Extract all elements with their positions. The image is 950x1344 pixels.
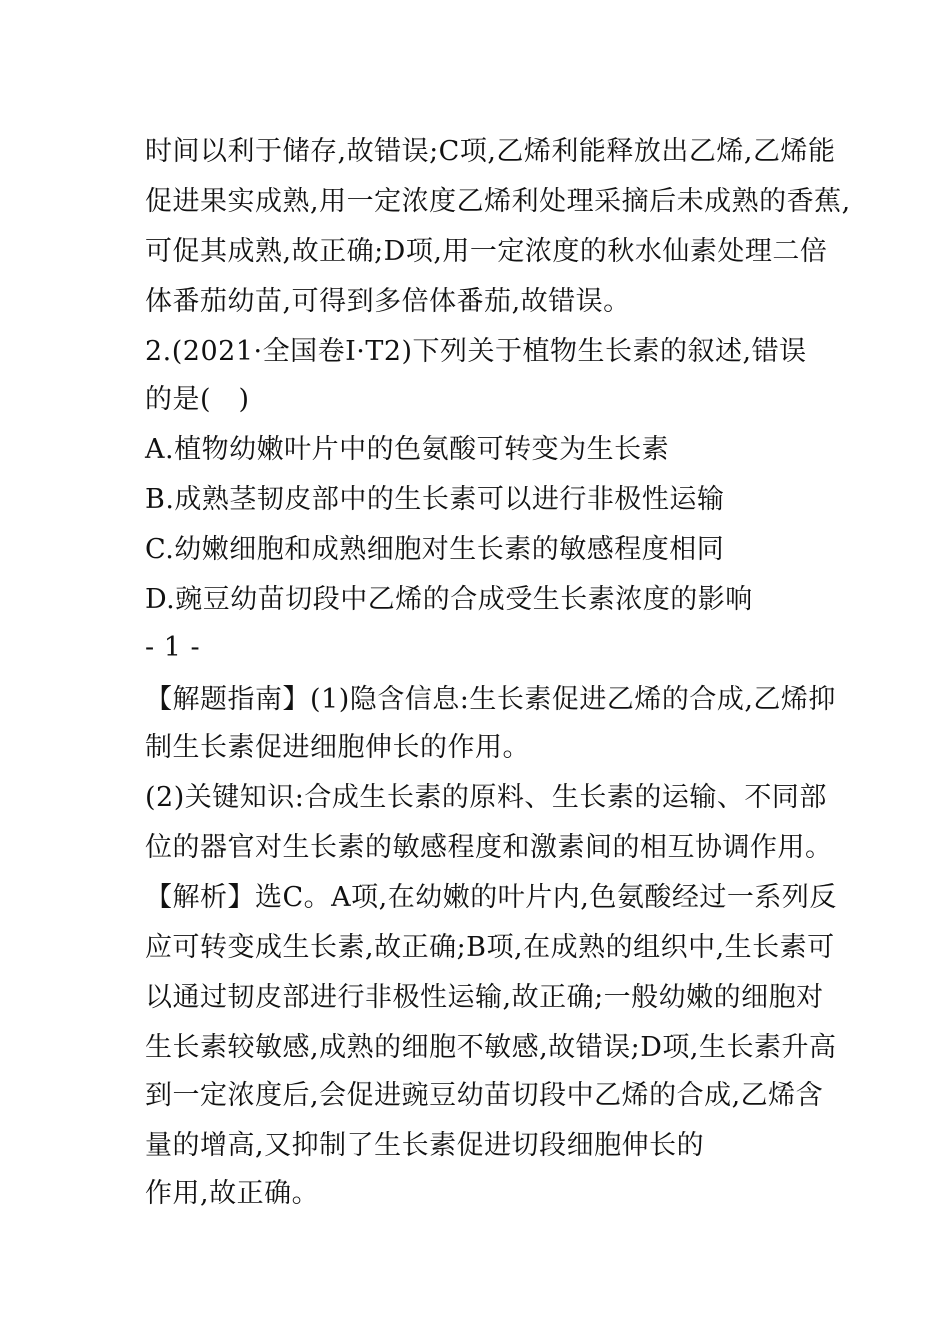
page-number: - 1 - (145, 632, 201, 663)
option-d: D.豌豆幼苗切段中乙烯的合成受生长素浓度的影响 (145, 584, 753, 615)
hint-heading: 【解题指南】(1)隐含信息:生长素促进乙烯的合成,乙烯抑 (145, 684, 836, 715)
text-line: 时间以利于储存,故错误;C项,乙烯利能释放出乙烯,乙烯能 (145, 136, 836, 167)
analysis-heading: 【解析】选C。A项,在幼嫩的叶片内,色氨酸经过一系列反 (145, 882, 837, 913)
text-line: 可促其成熟,故正确;D项,用一定浓度的秋水仙素处理二倍 (145, 236, 828, 267)
text-line: 量的增高,又抑制了生长素促进切段细胞伸长的 (145, 1130, 705, 1161)
text-line: 作用,故正确。 (145, 1178, 320, 1209)
text-line: 促进果实成熟,用一定浓度乙烯利处理采摘后未成熟的香蕉, (145, 186, 851, 217)
text-line: 生长素较敏感,成熟的细胞不敏感,故错误;D项,生长素升高 (145, 1032, 837, 1063)
question-stem: 的是( ) (145, 384, 250, 415)
text-line: 以通过韧皮部进行非极性运输,故正确;一般幼嫩的细胞对 (145, 982, 824, 1013)
text-line: 位的器官对生长素的敏感程度和激素间的相互协调作用。 (145, 832, 833, 863)
option-c: C.幼嫩细胞和成熟细胞对生长素的敏感程度相同 (145, 534, 725, 565)
option-a: A.植物幼嫩叶片中的色氨酸可转变为生长素 (145, 434, 670, 465)
text-line: 体番茄幼苗,可得到多倍体番茄,故错误。 (145, 286, 631, 317)
question-stem: 2.(2021·全国卷Ⅰ·T2)下列关于植物生长素的叙述,错误 (145, 336, 807, 367)
text-line: 制生长素促进细胞伸长的作用。 (145, 732, 530, 763)
text-line: 应可转变成生长素,故正确;B项,在成熟的组织中,生长素可 (145, 932, 835, 963)
option-b: B.成熟茎韧皮部中的生长素可以进行非极性运输 (145, 484, 725, 515)
text-line: (2)关键知识:合成生长素的原料、生长素的运输、不同部 (145, 782, 827, 813)
text-line: 到一定浓度后,会促进豌豆幼苗切段中乙烯的合成,乙烯含 (145, 1080, 824, 1111)
